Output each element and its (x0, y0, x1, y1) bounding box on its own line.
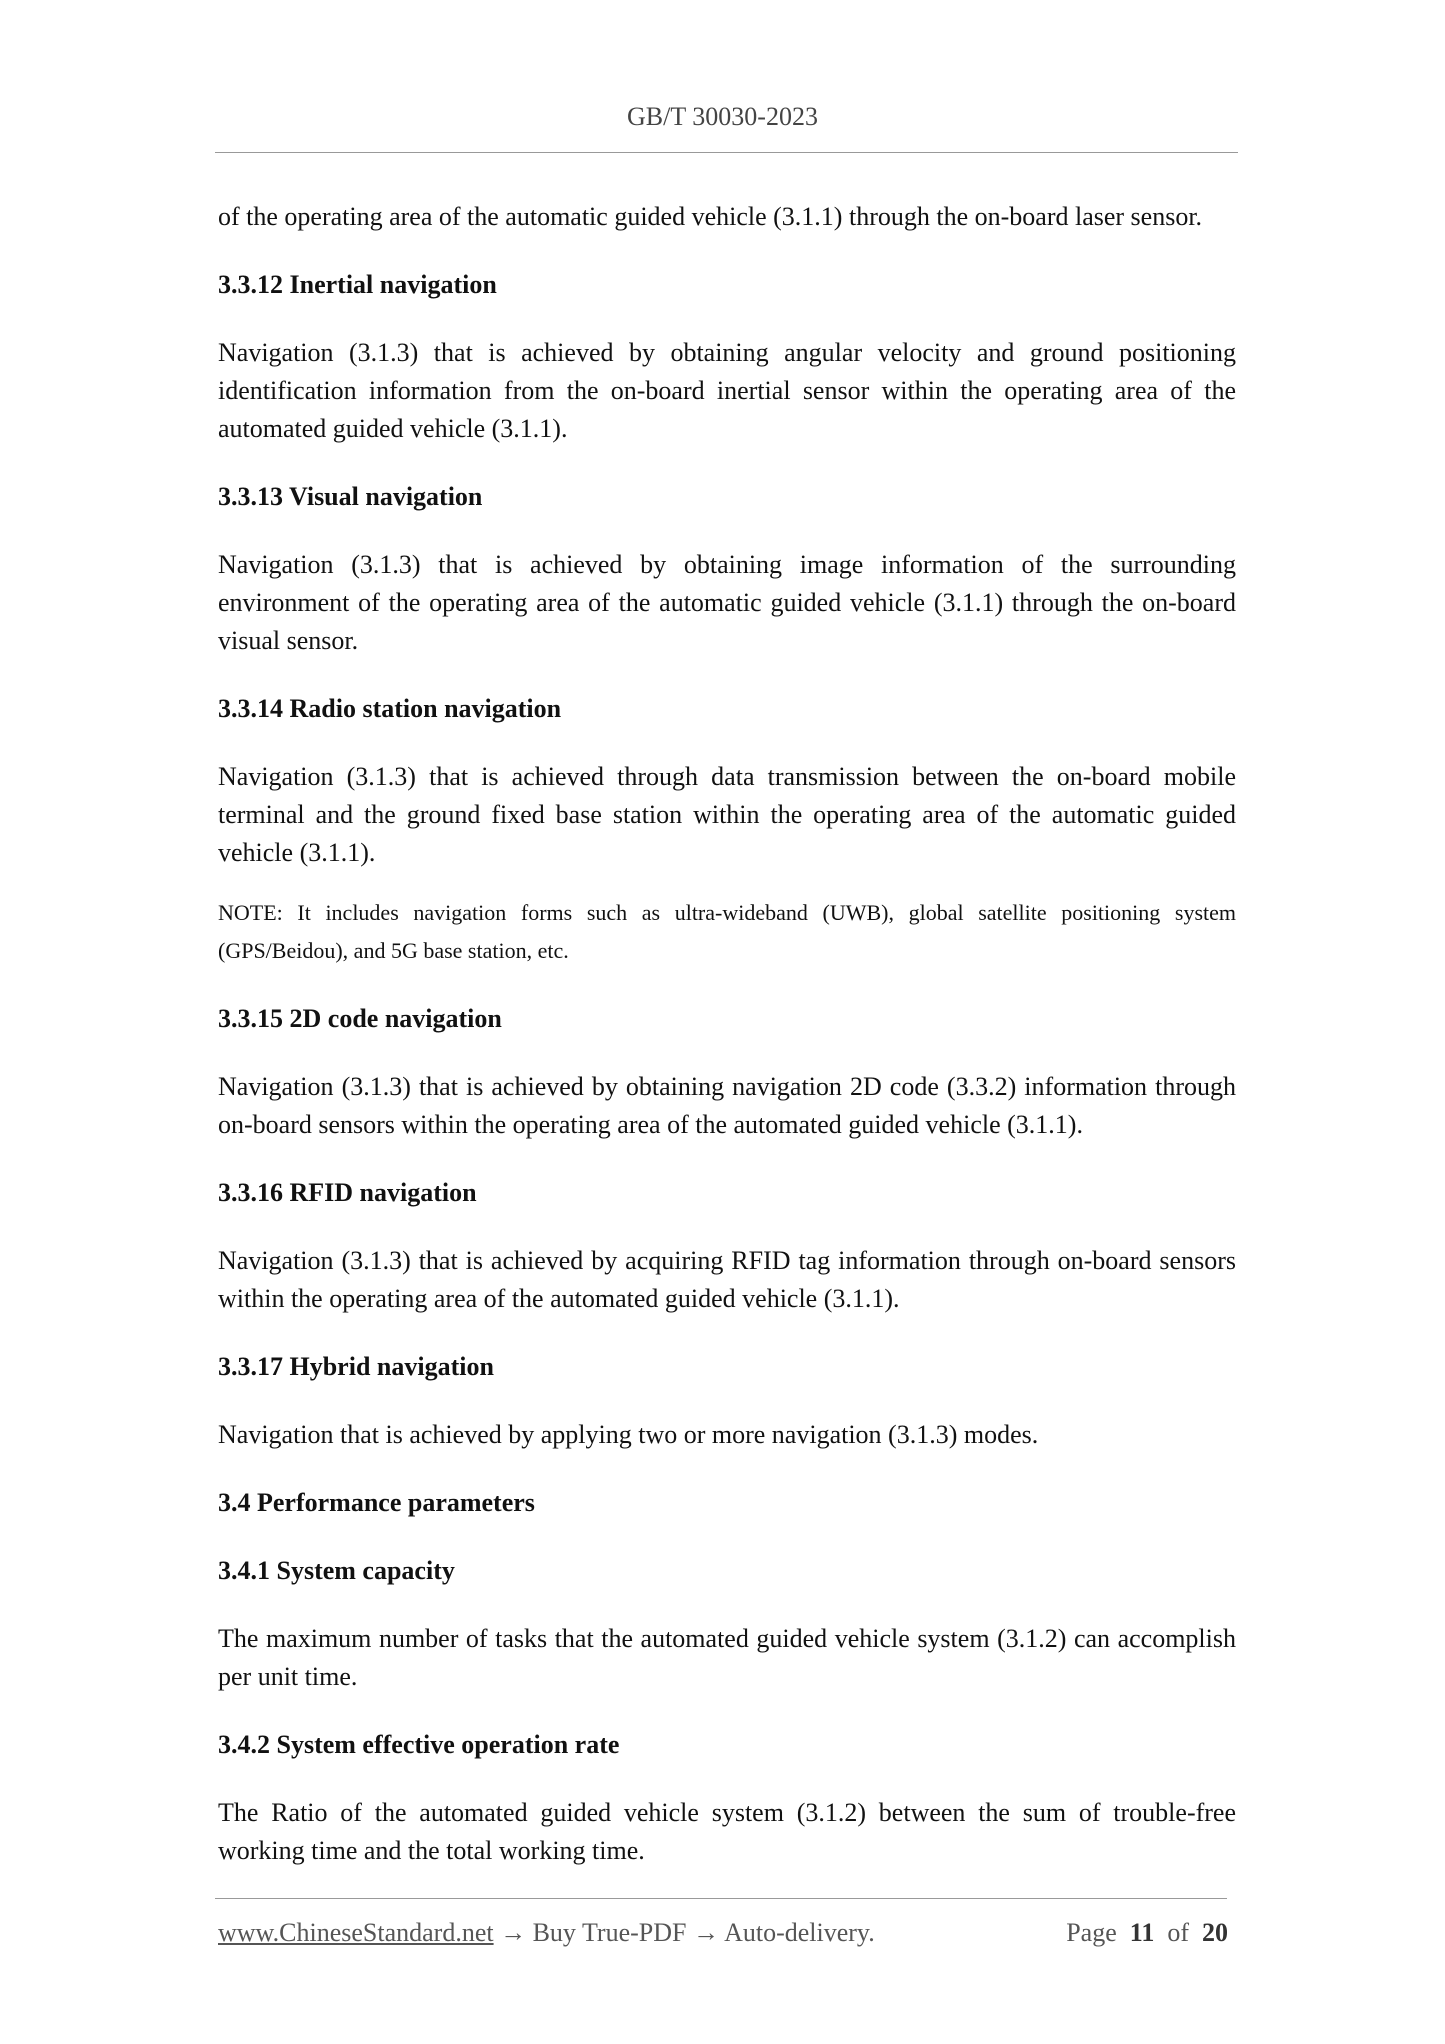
page-number (1066, 1918, 1228, 1948)
section-text-3-3-12: Navigation (3.1.3) that is achieved by obtaining angular velocity and ground positioning identification information from the on-board inertial sensor within the operating area of the automated guided vehicle (3.1.1). (218, 338, 1236, 443)
section-text-3-3-17: Navigation that is achieved by applying two or more navigation (3.1.3) modes. (218, 1420, 1039, 1449)
section-heading-3-4-2: 3.4.2 System effective operation rate (218, 1730, 620, 1759)
page-body (218, 198, 1236, 1900)
arrow-icon: → (693, 1918, 719, 1947)
delivery-text: Auto-delivery. (724, 1918, 875, 1947)
section-text-3-3-13: Navigation (3.1.3) that is achieved by obtaining image information of the surrounding environment of the operating area of the automatic guided vehicle (3.1.1) through the on-board visual sensor. (218, 550, 1236, 655)
website-link[interactable]: www.ChineseStandard.net (218, 1918, 494, 1947)
footer-promo (218, 1918, 875, 1948)
header-divider (215, 152, 1238, 153)
buy-text: Buy True-PDF (532, 1918, 687, 1947)
page-label: Page (1066, 1918, 1117, 1947)
page-total: 20 (1202, 1918, 1228, 1947)
section-text-3-4-2: The Ratio of the automated guided vehicle system (3.1.2) between the sum of trouble-free working time and the total working time. (218, 1798, 1236, 1865)
section-heading-3-3-12: 3.3.12 Inertial navigation (218, 270, 497, 299)
arrow-icon: → (500, 1918, 527, 1947)
footer-divider (215, 1898, 1227, 1899)
of-label: of (1167, 1918, 1189, 1947)
section-heading-3-3-17: 3.3.17 Hybrid navigation (218, 1352, 494, 1381)
section-text-3-4-1: The maximum number of tasks that the automated guided vehicle system (3.1.2) can accomplish per unit time. (218, 1624, 1236, 1691)
section-heading-3-4-1: 3.4.1 System capacity (218, 1556, 455, 1585)
page-current: 11 (1129, 1918, 1155, 1947)
running-header: GB/T 30030-2023 (627, 102, 818, 131)
section-text-3-3-15: Navigation (3.1.3) that is achieved by obtaining navigation 2D code (3.3.2) information through on-board sensors within the operating area of the automated guided vehicle (3.1.1). (218, 1072, 1236, 1139)
section-heading-3-3-14: 3.3.14 Radio station navigation (218, 694, 562, 723)
section-text-3-3-14: Navigation (3.1.3) that is achieved through data transmission between the on-board mobile terminal and the ground fixed base station within the operating area of the automatic guided vehicle (3.1.1). (218, 762, 1236, 867)
section-heading-3-3-15: 3.3.15 2D code navigation (218, 1004, 502, 1033)
intro-paragraph: of the operating area of the automatic guided vehicle (3.1.1) through the on-board laser sensor. (218, 202, 1203, 231)
section-text-3-3-16: Navigation (3.1.3) that is achieved by acquiring RFID tag information through on-board sensors within the operating area of the automated guided vehicle (3.1.1). (218, 1246, 1236, 1313)
section-heading-3-3-13: 3.3.13 Visual navigation (218, 482, 483, 511)
section-heading-3-4: 3.4 Performance parameters (218, 1488, 535, 1517)
section-heading-3-3-16: 3.3.16 RFID navigation (218, 1178, 477, 1207)
section-note-3-3-14: NOTE: It includes navigation forms such as ultra-wideband (UWB), global satellite positioning system (GPS/Beidou), and 5G base station, etc. (218, 900, 1236, 963)
